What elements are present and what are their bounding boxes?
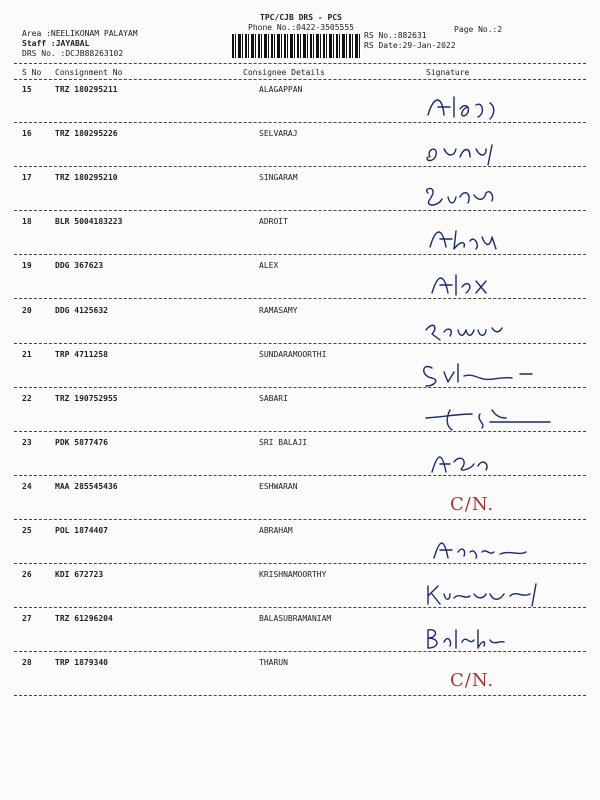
row-consignee-name: SINGARAM bbox=[259, 173, 298, 182]
row-consignee-name: SUNDARAMOORTHI bbox=[259, 350, 327, 359]
row-consignment-number: PDK 5877476 bbox=[55, 438, 108, 447]
row-consignment-number: TRZ 180295210 bbox=[55, 173, 118, 182]
table-row bbox=[0, 614, 600, 658]
row-consignee-name: BALASUBRAMANIAM bbox=[259, 614, 332, 623]
row-divider bbox=[14, 343, 586, 344]
row-consignment-number: KDI 672723 bbox=[55, 570, 104, 579]
rs-date: RS Date:29-Jan-2022 bbox=[364, 41, 456, 50]
barcode-image bbox=[232, 34, 362, 58]
row-consignee-name: ABRAHAM bbox=[259, 526, 293, 535]
row-handwritten-signature bbox=[420, 223, 580, 255]
row-sno: 17 bbox=[22, 173, 32, 182]
staff-label: Staff :JAYABAL bbox=[22, 39, 90, 48]
row-sno: 26 bbox=[22, 570, 32, 579]
row-divider bbox=[14, 254, 586, 255]
col-sno: S No bbox=[22, 68, 42, 77]
row-divider bbox=[14, 651, 586, 652]
row-consignee-name: RAMASAMY bbox=[259, 306, 298, 315]
row-consignee-name: KRISHNAMOORTHY bbox=[259, 570, 327, 579]
row-sno: 15 bbox=[22, 85, 32, 94]
row-consignment-number: TRZ 61296204 bbox=[55, 614, 113, 623]
table-row bbox=[0, 85, 600, 129]
row-divider bbox=[14, 166, 586, 167]
row-consignment-number: DDG 4125632 bbox=[55, 306, 108, 315]
row-consignee-name: SABARI bbox=[259, 394, 288, 403]
drs-number: DRS No. :DCJB88263102 bbox=[22, 49, 124, 58]
row-handwritten-signature bbox=[420, 267, 580, 299]
row-sno: 25 bbox=[22, 526, 32, 535]
table-row bbox=[0, 526, 600, 570]
row-sno: 20 bbox=[22, 306, 32, 315]
row-consignee-name: SRI BALAJI bbox=[259, 438, 308, 447]
row-divider bbox=[14, 563, 586, 564]
row-sno: 22 bbox=[22, 394, 32, 403]
header-bottom-rule bbox=[14, 79, 586, 80]
table-row bbox=[0, 570, 600, 614]
row-divider bbox=[14, 122, 586, 123]
row-consignee-name: ADROIT bbox=[259, 217, 288, 226]
col-consignee: Consignee Details bbox=[243, 68, 325, 77]
row-consignee-name: ALAGAPPAN bbox=[259, 85, 303, 94]
row-divider bbox=[14, 695, 586, 696]
table-row bbox=[0, 217, 600, 261]
table-row bbox=[0, 306, 600, 350]
page-number: Page No.:2 bbox=[454, 25, 503, 34]
row-consignment-number: BLR 5004183223 bbox=[55, 217, 123, 226]
row-handwritten-signature bbox=[420, 576, 580, 608]
row-divider bbox=[14, 475, 586, 476]
table-row bbox=[0, 658, 600, 702]
col-signature: Signature bbox=[426, 68, 470, 77]
row-consignment-number: TRP 4711258 bbox=[55, 350, 108, 359]
row-divider bbox=[14, 387, 586, 388]
table-row bbox=[0, 129, 600, 173]
row-consignee-name: SELVARAJ bbox=[259, 129, 298, 138]
row-handwritten-signature bbox=[420, 179, 580, 211]
row-consignment-number: TRZ 180295226 bbox=[55, 129, 118, 138]
header-center bbox=[236, 13, 366, 33]
row-divider bbox=[14, 607, 586, 608]
row-divider bbox=[14, 519, 586, 520]
row-consignment-number: TRZ 190752955 bbox=[55, 394, 118, 403]
row-sno: 21 bbox=[22, 350, 32, 359]
table-row bbox=[0, 438, 600, 482]
row-cn-mark bbox=[420, 488, 580, 520]
col-consignment: Consignment No bbox=[55, 68, 123, 77]
row-sno: 19 bbox=[22, 261, 32, 270]
sheet-title: TPC/CJB DRS - PCS bbox=[260, 13, 342, 22]
row-cn-mark bbox=[420, 664, 580, 696]
cn-mark-text: C/N. bbox=[450, 670, 495, 691]
row-consignee-name: ALEX bbox=[259, 261, 279, 270]
row-consignment-number: POL 1874407 bbox=[55, 526, 108, 535]
row-sno: 24 bbox=[22, 482, 32, 491]
row-handwritten-signature bbox=[420, 91, 580, 123]
row-consignee-name: ESHWARAN bbox=[259, 482, 298, 491]
row-sno: 28 bbox=[22, 658, 32, 667]
table-row bbox=[0, 394, 600, 438]
row-sno: 18 bbox=[22, 217, 32, 226]
row-consignment-number: DDG 367623 bbox=[55, 261, 104, 270]
table-row bbox=[0, 482, 600, 526]
area-label: Area :NEELIKONAM PALAYAM bbox=[22, 29, 138, 38]
header-top-rule bbox=[14, 63, 586, 64]
phone-number: Phone No.:0422-3505555 bbox=[248, 23, 354, 32]
row-handwritten-signature bbox=[420, 356, 580, 388]
table-row bbox=[0, 173, 600, 217]
rs-number: RS No.:882631 bbox=[364, 31, 427, 40]
row-consignment-number: TRZ 180295211 bbox=[55, 85, 118, 94]
table-row bbox=[0, 350, 600, 394]
row-consignment-number: MAA 285545436 bbox=[55, 482, 118, 491]
row-sno: 27 bbox=[22, 614, 32, 623]
table-row bbox=[0, 261, 600, 305]
cn-mark-text: C/N. bbox=[450, 494, 495, 515]
row-divider bbox=[14, 431, 586, 432]
row-sno: 23 bbox=[22, 438, 32, 447]
row-handwritten-signature bbox=[420, 620, 580, 652]
row-consignee-name: THARUN bbox=[259, 658, 288, 667]
row-sno: 16 bbox=[22, 129, 32, 138]
row-handwritten-signature bbox=[420, 135, 580, 167]
row-handwritten-signature bbox=[420, 532, 580, 564]
row-consignment-number: TRP 1879340 bbox=[55, 658, 108, 667]
row-handwritten-signature bbox=[420, 444, 580, 476]
row-handwritten-signature bbox=[420, 400, 580, 432]
row-handwritten-signature bbox=[420, 312, 580, 344]
row-divider bbox=[14, 298, 586, 299]
row-divider bbox=[14, 210, 586, 211]
